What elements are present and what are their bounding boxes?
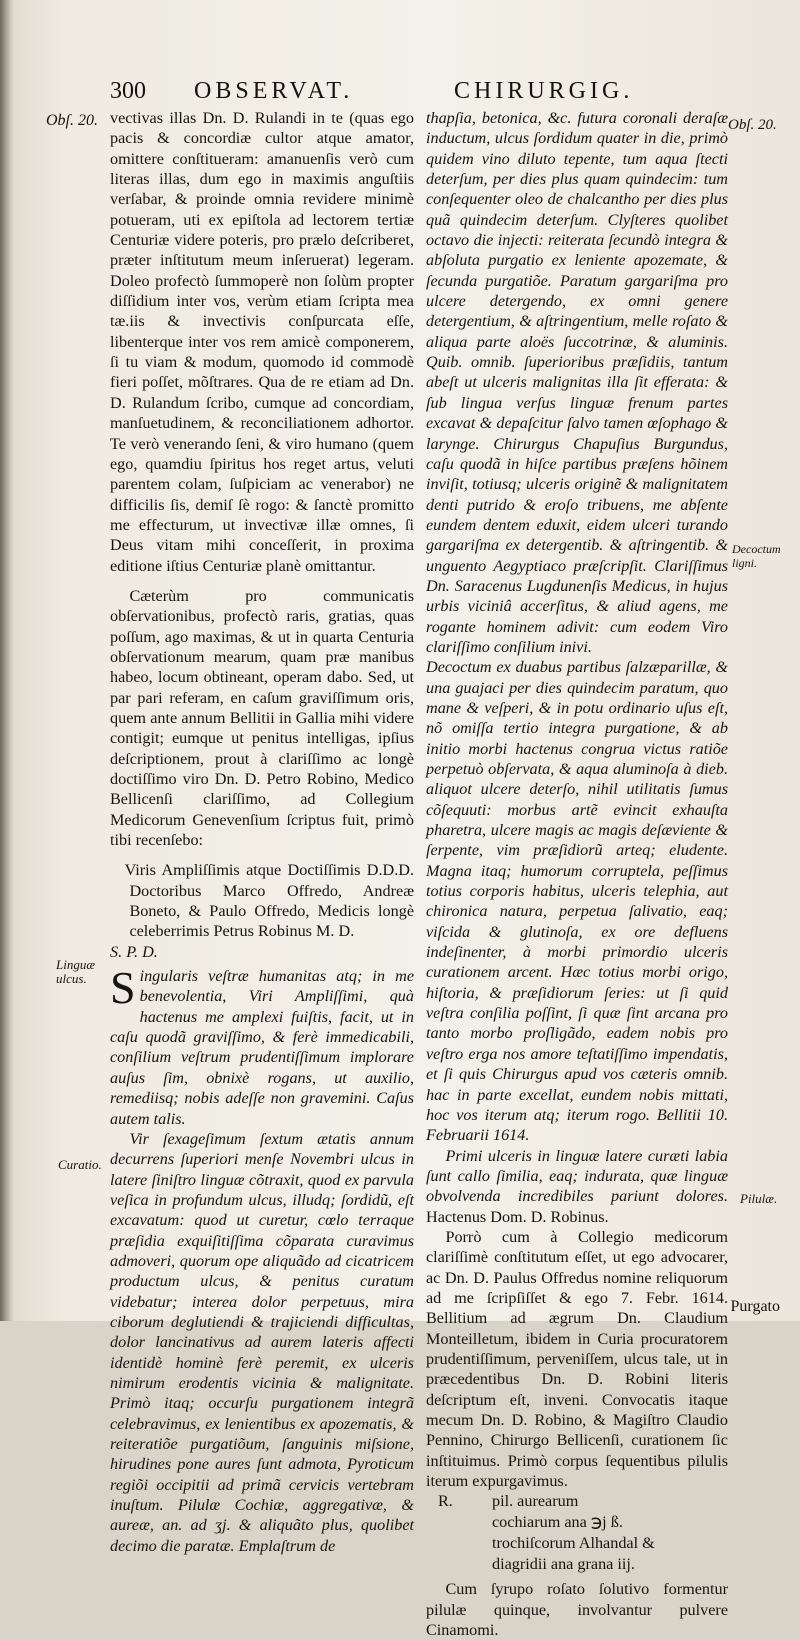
paragraph-cum-syrupo: Cum ſyrupo roſato ſolutivo formentur pilulæ quinque, involvantur pulvere Cinamomi. — [426, 1580, 728, 1640]
recipe-line-1: pil. aurearum — [492, 1492, 579, 1511]
recipe-block — [426, 1491, 728, 1603]
letter-postscript — [426, 1146, 728, 1227]
letter-decoctum: Decoctum ex duabus partibus ſalzæparillæ, & una guajaci per dies quindecim paratum, quo mane & veſperi, & in potu ordinario uſus eſt, nõ omiſſa tertio integra purgatione, & ab initio morbi hactenus congrua victus ratiõe perpetuò obſervata, & aqua aluminoſa à dieb. aliquot ulcere deterſo, nihil utilitatis ſumus cõſequuti: morbus artẽ evincit exhauſta pharetra, ulcere magis ac magis deſæviente & ſerpente, vim præſidiorũ arteq; eludente. Magna itaq; humorum corruptela, peſſimus totius corporis habitus, ulceris telephia, aut chironica natura, perpetua ſalivatio, eaq; viſcida & glutinoſa, ex ore defluens indeſinenter, à morbi primordio ulceris curationem arcent. Hæc totius morbi origo, hiſtoria, & præſidiorum ſeries: ut ſi quid veſtra conſilia poſſint, ſi quæ ſint arcana pro tanto morbo proſligãdo, eadem nobis pro veſtro erga nos amore teſtatiſſimo impendatis, et ſi quis Chirurgus apud vos cæteris omnib. hac in parte excellat, eundem nobis mittati, hoc vos iterum atq; iterum rogo. Bellitii 10. Februarii 1614. — [426, 658, 728, 1145]
letter-opening — [110, 962, 414, 1129]
letter-opening-text: ingularis veſtræ humanitas atq; in me benevolentia, Viri Ampliſſimi, quà hactenus me amplexi fuiſtis, facit, ut in caſu quodã graviſſimo, & ferè immedicabili, conſilium veſtrum prudentiſſimum implorare auſus ſim, obnixè rogans, ut auxilio, remediisq; nobis adeſſe non gravemini. Caſus autem talis. — [110, 967, 414, 1128]
margin-note-decoctum: Decoctum ligni. — [732, 542, 781, 570]
running-title-right: CHIRURGIG. — [454, 78, 634, 104]
margin-note-pilulae: Pilulæ. — [740, 1191, 778, 1206]
drop-cap: S — [110, 962, 136, 1014]
recipe-symbol: R. — [438, 1492, 453, 1511]
postscript-text: Primi ulceris in linguæ latere curæti labia ſunt callo ſimilia, eaq; indurata, quæ linguæ obvolvenda incredibiles pariunt dolores. — [426, 1146, 728, 1206]
recipe-line-4: diagridii ana grana iij. — [492, 1555, 635, 1574]
catchword: Purgato — [730, 1298, 780, 1315]
paragraph-ceterum: Cæterùm pro communicatis obſervationibus, profectò raris, gratias, quas poſſum, ago maximas, & ut in quarta Centuria obſervationum mearum, quam præ manibus habeo, locum obtineant, operam dabo. Sed, ut par pari referam, en caſum graviſſimum oris, quem ante annum Bellitii in Gallia mihi videre contigit; eumque ut penitus intelligas, ipſius deſcriptionem, prout à clariſſimo ac longè doctiſſimo viro Dn. D. Petro Robino, Medico Bellicenſi clariſſimo, ad Collegium Medicorum Genevenſium ſcriptus fuit, primò tibi recenſebo: — [110, 586, 414, 850]
recipe-line-2: cochiarum ana ℈j ß. — [492, 1513, 623, 1532]
binding-gutter — [0, 0, 14, 1321]
letter-salutation: S. P. D. — [110, 942, 158, 961]
margin-note-obs-left: Obſ. 20. — [46, 112, 98, 129]
paragraph-invectivas: vectivas illas Dn. D. Rulandi in te (quas ego pacis & concordiæ cultor atque amator, omittere conſtitueram: amanuenſis verò cum literas illas, dum ego in maximis anguſtiis verſabar, & proinde omnia revidere minimè potueram, uti ex epiſtola ad lectorem tertiæ Centuriæ videre poteris, pro prælo deſcriberet, præter inſtitutum meum inſeruerat) legeram. Doleo profectò ſummoperè non ſolùm propter diſſidium inter vos, verùm etiam ſcripta mea tæ.iis & invectivis conſpurcata eſſe, libenterque inter vos rem amicè componerem, ſi tu viam & modum, quomodo id commodè fieri poſſet, mõſtrares. Qua de re etiam ad Dn. D. Rulandum ſcribo, cumque ad concordiam, manſuetudinem, & reconciliationem adhortor. Te verò venerando ſeni, & viro humano (quem ego, quamdiu ſpiritus hos reget artus, veluti parentem colam, ſuſpiciam ac venerabor) ne difficilis ſis, demiſ ſè rogo: & ſanctè promitto me effecturum, ut invectivæ illæ omnes, ſi Deus vitam mihi conceſſerit, in proxima editione iſtius Centuriæ planè omittantur. — [110, 109, 414, 575]
page-number: 300 — [110, 78, 146, 104]
margin-note-obs-right: Obſ. 20. — [728, 117, 777, 133]
right-column — [426, 108, 728, 1640]
letter-case-description: Vir ſexageſimum ſextum ætatis annum decurrens ſuperiori menſe Novembri ulcus in latere ſiniſtro linguæ cõtraxit, quod ex parvula veſica in profundum ulcus, illudq; ſordidũ, eſt excavatum: quod ut curetur, cœlo terraque præſidia exquiſitiſſima cõparata curavimus admoveri, quorum ope aliquãdo ad cicatricem productum ulcus, & penitus curatum videbatur; interea dolor perpetuus, mira ciborum deglutiendi & trajiciendi difficultas, dolor lancinativus ad aurem lateris affecti identidè hominè ferè peremit, ex ulceris nimirum erodentis vicinia & malignitate. Primò itaq; occurſu purgationem integrã celebravimus, ex lenientibus ex apozematis, & reiteratiõe purgatiõum, ſanguinis miſsione, hirudines pone aures ſunt admota, Pyroticum regiõi occipitii ad primã cervicis vertebram inuſtum. Pilulæ Cochiæ, aggregativæ, & aureæ, an. ad ʒj. & aliquãto plus, quolibet decimo die paratæ. Emplaſtrum de — [110, 1129, 414, 1555]
postscript-end: Hactenus Dom. D. Robinus. — [426, 1207, 609, 1226]
paragraph-porro: Porrò cum à Collegio medicorum clariſſimè conſtitutum eſſet, ut ego advocarer, ac Dn. D. Paulus Offredus nomine reliquorum ad me ſcripſiſſet & ego 7. Febr. 1614. Bellitium ad ægrum Dn. Claudium Monteilletum, ibidem in Curia procuratorem prudentiſſimum, perveniſſem, ulcus tale, ut in præcedentibus Dn. D. Robini literis deſcriptum eſt, inveni. Convocatis itaque mecum Dn. D. Robino, & Magiſtro Claudio Pennino, Chirurgo Bellicenſi, curationem ſic inſtituimus. Primò corpus ſequentibus pilulis iterum expurgavimus. — [426, 1227, 728, 1491]
running-title-left: OBSERVAT. — [194, 78, 354, 104]
recipe-line-3: trochiſcorum Alhandal & — [492, 1534, 655, 1553]
left-column — [110, 108, 414, 1556]
page-header — [110, 78, 770, 108]
letter-continuation: thapſia, betonica, &c. futura coronali deraſæ inductum, ulcus ſordidum quater in die, primò quidem vino diluto tepente, tum aqua ſtecti deterſum, per dies plus quam quindecim: tum conſequenter oleo de chalcantho per dies plus quã quindecim deterſum. Clyſteres quolibet octavo die injecti: reiterata ſecundò integra & abſoluta purgatio ex leniente apozemate, & ſecunda purgatiõe. Paratum gargariſma pro ulcere detergendo, ex omni genere detergentium, & aſtringentium, melle roſato & aliqua parte aloës ſuccotrinæ, & aluminis. Quib. omnib. ſuperioribus præſidiis, tantum abeſt ut ulceris malignitas illa ſit efferata: & ſub lingua verſus linguæ frenum partes excavat & depaſcitur ſalvo tamen œſophago & larynge. Chirurgus Chapuſius Burgundus, caſu quodã in hiſce partibus præſens hõinem inviſit, totiusq; ulceris originẽ & malignitatem denti putrido & eroſo tribuens, me abſente eundem dentem eduxit, eidem ulceri turando gargariſma ex detergentib. & aſtringentib. & unguento Aegyptiaco præſcripſit. Clariſſimus Dn. Saracenus Lugdunenſis Medicus, in hujus urbis viciniâ accerſitus, & aliud agens, me rogante hominem adivit: cum eodem Viro clariſſimo conſilium inivi. — [426, 109, 728, 656]
letter-address: Viris Ampliſſimis atque Doctiſſimis D.D.D. Doctoribus Marco Offredo, Andreæ Boneto, & Paulo Offredo, Medicis longè celeberrimis Petrus Robinus M. D. — [124, 861, 414, 941]
margin-note-lingua: Linguæ ulcus. — [56, 957, 96, 986]
margin-note-curatio: Curatio. — [58, 1157, 102, 1172]
